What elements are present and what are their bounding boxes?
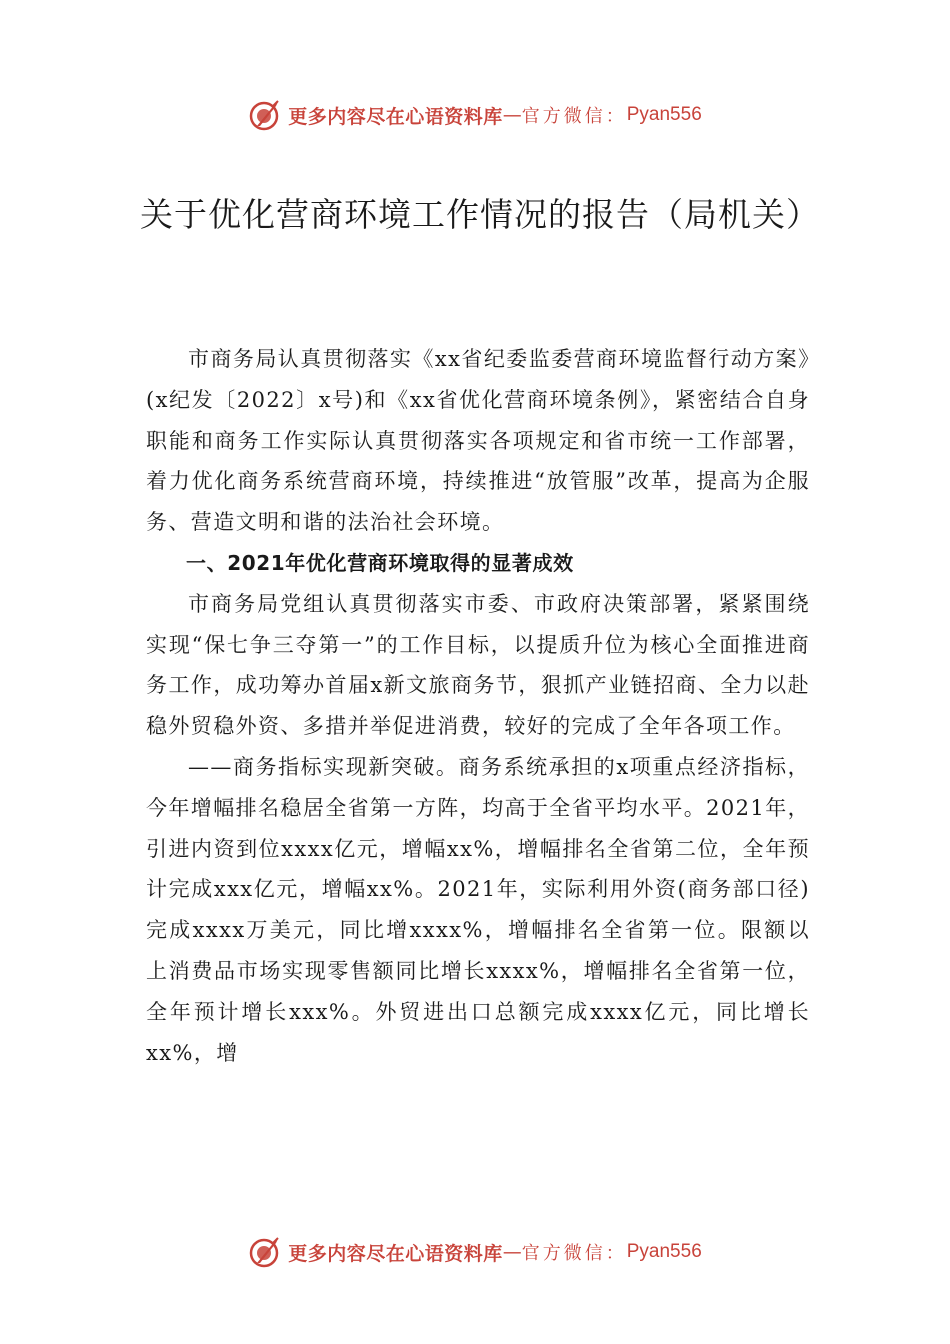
watermark-label: 官方微信： xyxy=(521,1243,627,1264)
section-heading: 一、2021年优化营商环境取得的显著成效 xyxy=(186,550,574,575)
watermark-label: 官方微信： xyxy=(521,106,627,127)
intro-paragraph: 市商务局认真贯彻落实《xx省纪委监委营商环境监督行动方案》(x纪发〔2022〕x号)和《xx省优化营商环境条例》，紧密结合自身职能和商务工作实际认真贯彻落实各项规定和省市统一工作部署，着力优化商务系统营商环境，持续推进“放管服”改革，提高为企服务、营造文明和谐的法治社会环境。 xyxy=(146,347,810,535)
quill-logo-icon xyxy=(248,1235,282,1269)
document-title: 关于优化营商环境工作情况的报告（局机关） xyxy=(140,195,820,234)
watermark-separator: — xyxy=(502,104,522,126)
watermark-wechat-id: Pyan556 xyxy=(626,1241,702,1262)
body-paragraph-metrics: ——商务指标实现新突破。商务系统承担的x项重点经济指标，今年增幅排名稳居全省第一方阵，均高于全省平均水平。2021年，引进内资到位xxxx亿元，增幅xx%，增幅排名全省第二位，全年预计完成xxx亿元，增幅xx%。2021年，实际利用外资(商务部口径)完成xxxx万美元，同比增xxxx%，增幅排名全省第一位。限额以上消费品市场实现零售额同比增长xxxx%，增幅排名全省第一位，全年预计增长xxx%。外贸进出口总额完成xxxx亿元，同比增长xx%，增 xyxy=(146,754,810,1065)
quill-logo-icon xyxy=(248,98,282,132)
watermark-separator: — xyxy=(502,1241,522,1263)
watermark-brand-text: 更多内容尽在心语资料库 xyxy=(288,105,503,128)
watermark-footer xyxy=(0,1232,950,1272)
watermark-wechat-id: Pyan556 xyxy=(626,104,702,125)
document-body xyxy=(146,339,810,1073)
watermark-brand-text: 更多内容尽在心语资料库 xyxy=(288,1242,503,1265)
watermark-header xyxy=(0,95,950,135)
body-paragraph: 市商务局党组认真贯彻落实市委、市政府决策部署，紧紧围绕实现“保七争三夺第一”的工作目标，以提质升位为核心全面推进商务工作，成功筹办首届x新文旅商务节，狠抓产业链招商、全力以赴稳外贸稳外资、多措并举促进消费，较好的完成了全年各项工作。 xyxy=(146,591,810,739)
